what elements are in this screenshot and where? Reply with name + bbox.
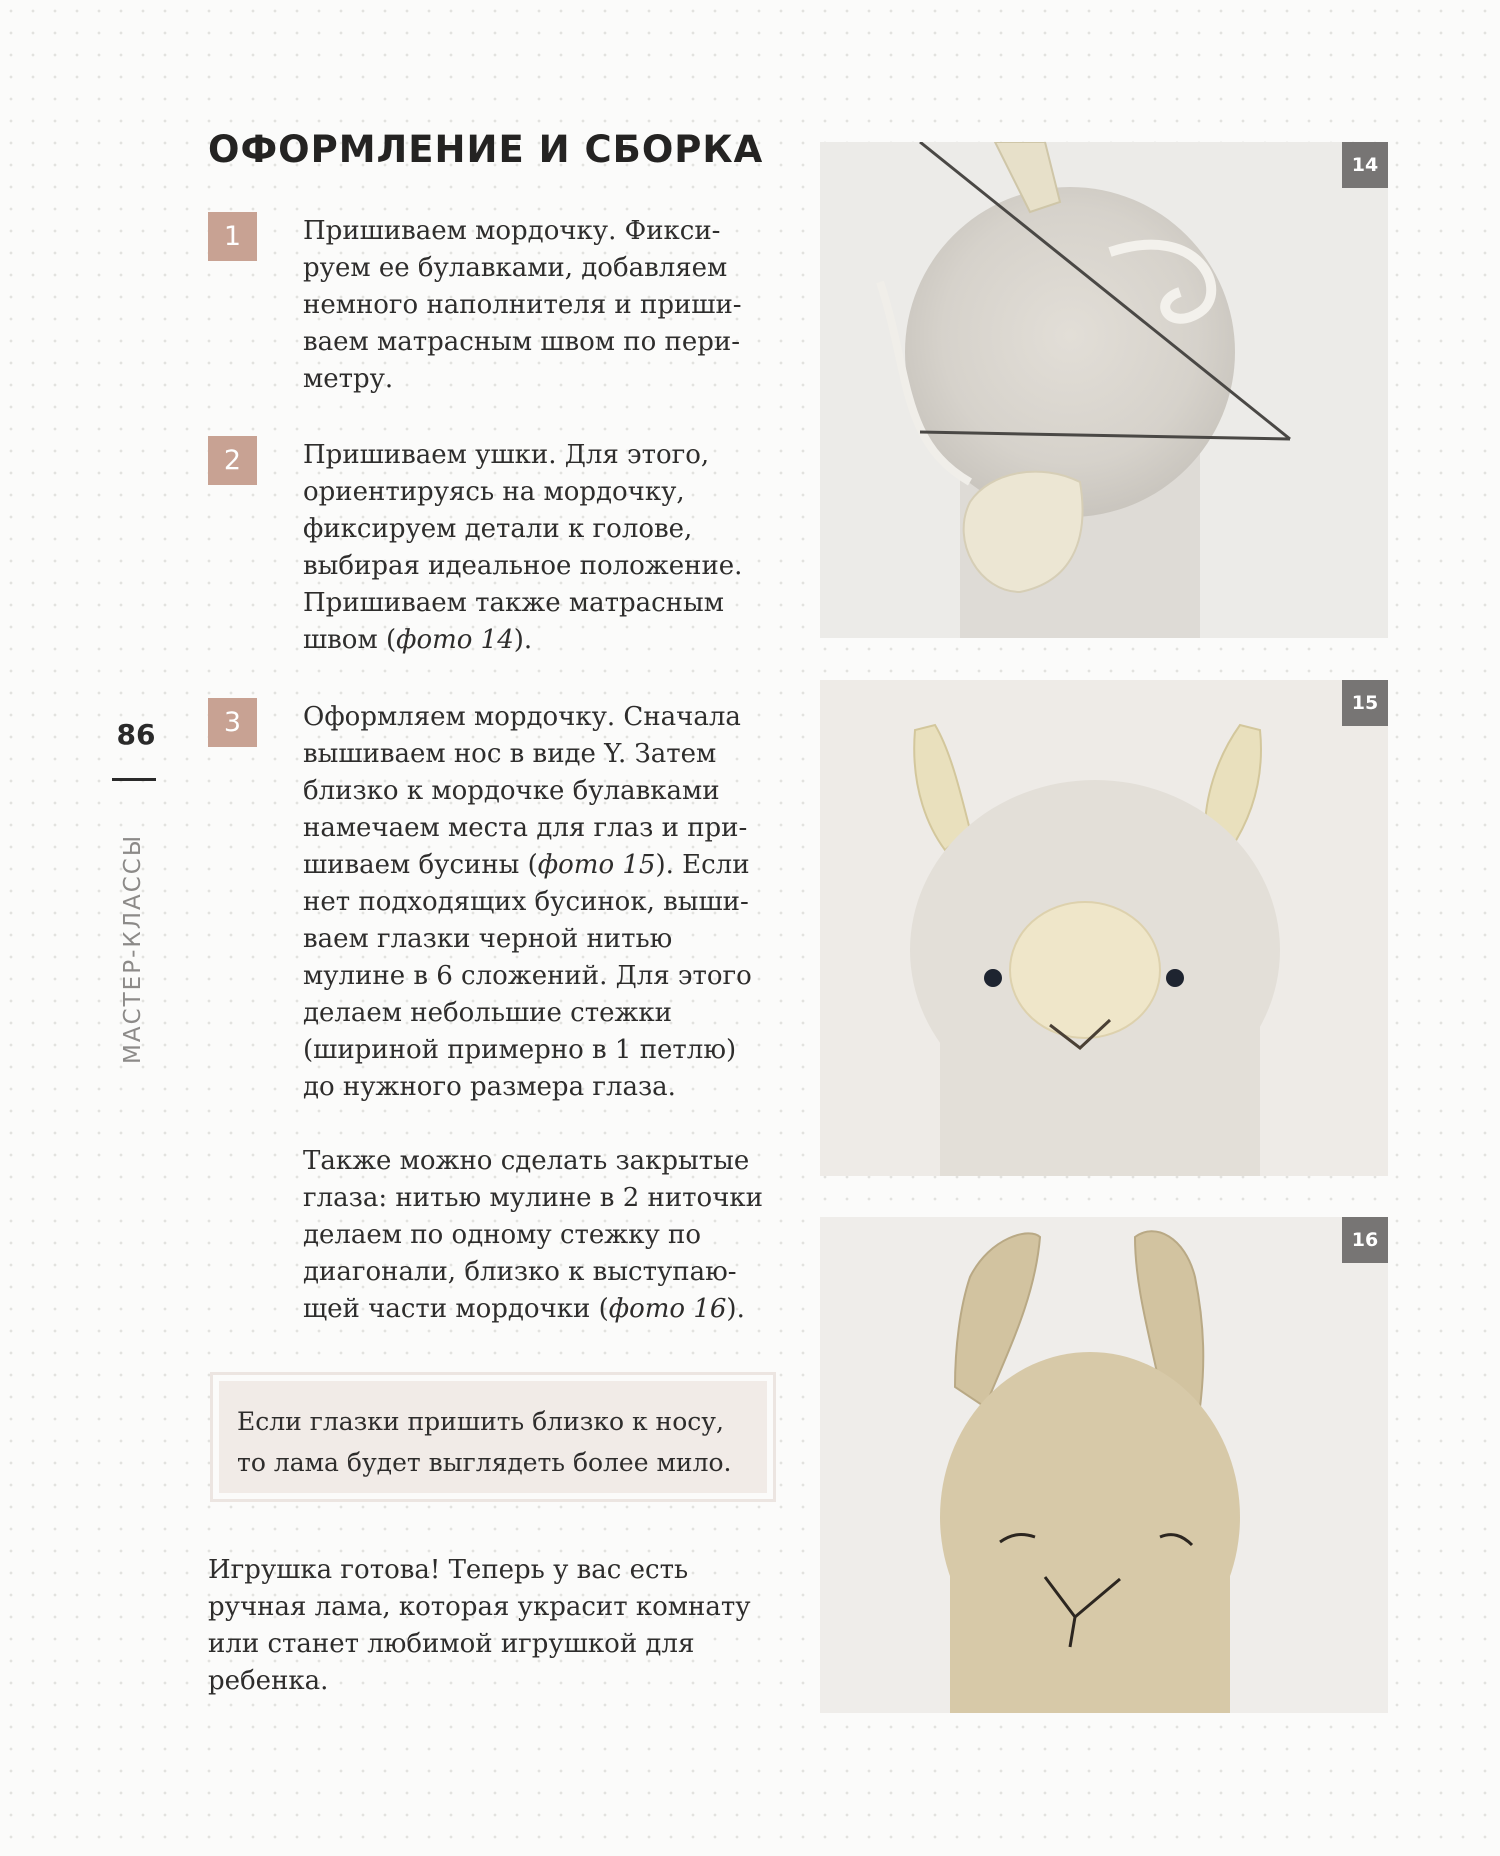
text-segment: ).	[726, 1294, 745, 1324]
tip-content	[219, 1381, 767, 1493]
text-line: вышиваем нос в виде Y. Затем	[303, 739, 717, 769]
text-line: немного наполнителя и приши-	[303, 290, 742, 320]
tip-line: то лама будет выглядеть более мило.	[237, 1448, 732, 1477]
text-line	[303, 847, 783, 884]
llama-head-photo-15	[820, 680, 1388, 1176]
llama-head-photo-14	[820, 142, 1388, 638]
text-line: глаза: нитью мулине в 2 ниточки	[303, 1183, 763, 1213]
text-line	[303, 1291, 783, 1328]
page-number-rule	[112, 778, 156, 781]
photo-number-badge: 16	[1342, 1217, 1388, 1263]
text-line: ваем глазки черной нитью	[303, 924, 673, 954]
text-line: Пришиваем ушки. Для этого,	[303, 440, 710, 470]
text-line: ручная лама, которая украсит комнату	[208, 1592, 751, 1622]
text-line: намечаем места для глаз и при-	[303, 813, 748, 843]
text-segment: ).	[513, 625, 533, 655]
llama-head-photo-16	[820, 1217, 1388, 1713]
step-1-badge: 1	[208, 212, 257, 261]
text-line: делаем небольшие стежки	[303, 998, 672, 1028]
text-segment: щей части мордочки (	[303, 1294, 609, 1324]
step-2-text	[303, 437, 783, 659]
step-3-badge: 3	[208, 698, 257, 747]
text-line	[303, 622, 783, 659]
tip-box	[210, 1372, 776, 1502]
text-line: руем ее булавками, добавляем	[303, 253, 728, 283]
page-number: 86	[116, 718, 156, 751]
text-segment: шиваем бусины (	[303, 850, 538, 880]
text-line: Пришиваем мордочку. Фикси-	[303, 216, 721, 246]
tip-line: Если глазки пришить близко к носу,	[237, 1407, 724, 1436]
text-line: выбирая идеальное положение.	[303, 551, 743, 581]
text-line: мулине в 6 сложений. Для этого	[303, 961, 752, 991]
text-line: до нужного размера глаза.	[303, 1072, 676, 1102]
text-segment: ). Если	[655, 850, 750, 880]
photo-reference: фото 14	[396, 625, 514, 655]
text-segment: швом (	[303, 625, 397, 655]
text-line: ваем матрасным швом по пери-	[303, 327, 741, 357]
text-line: Оформляем мордочку. Сначала	[303, 702, 741, 732]
text-line: нет подходящих бусинок, выши-	[303, 887, 749, 917]
text-line: делаем по одному стежку по	[303, 1220, 702, 1250]
outro-text	[208, 1552, 788, 1700]
text-line: ребенка.	[208, 1666, 329, 1696]
text-line: близко к мордочке булавками	[303, 776, 720, 806]
section-label: МАСТЕР-КЛАССЫ	[120, 833, 146, 1064]
text-line: ориентируясь на мордочку,	[303, 477, 685, 507]
photo-15	[820, 680, 1388, 1176]
step-3-text	[303, 699, 783, 1328]
photo-16	[820, 1217, 1388, 1713]
text-line: диагонали, близко к выступаю-	[303, 1257, 737, 1287]
photo-number-badge: 14	[1342, 142, 1388, 188]
step-2-badge: 2	[208, 436, 257, 485]
text-line: или станет любимой игрушкой для	[208, 1629, 695, 1659]
text-line: фиксируем детали к голове,	[303, 514, 693, 544]
page-title: ОФОРМЛЕНИЕ И СБОРКА	[208, 128, 764, 171]
photo-14	[820, 142, 1388, 638]
text-line: Пришиваем также матрасным	[303, 588, 724, 618]
text-line: (шириной примерно в 1 петлю)	[303, 1035, 737, 1065]
text-line: Также можно сделать закрытые	[303, 1146, 750, 1176]
photo-reference: фото 16	[608, 1294, 727, 1324]
photo-reference: фото 15	[537, 850, 656, 880]
photo-number-badge: 15	[1342, 680, 1388, 726]
step-1-text	[303, 213, 783, 398]
text-line: метру.	[303, 364, 394, 394]
text-line: Игрушка готова! Теперь у вас есть	[208, 1555, 689, 1585]
